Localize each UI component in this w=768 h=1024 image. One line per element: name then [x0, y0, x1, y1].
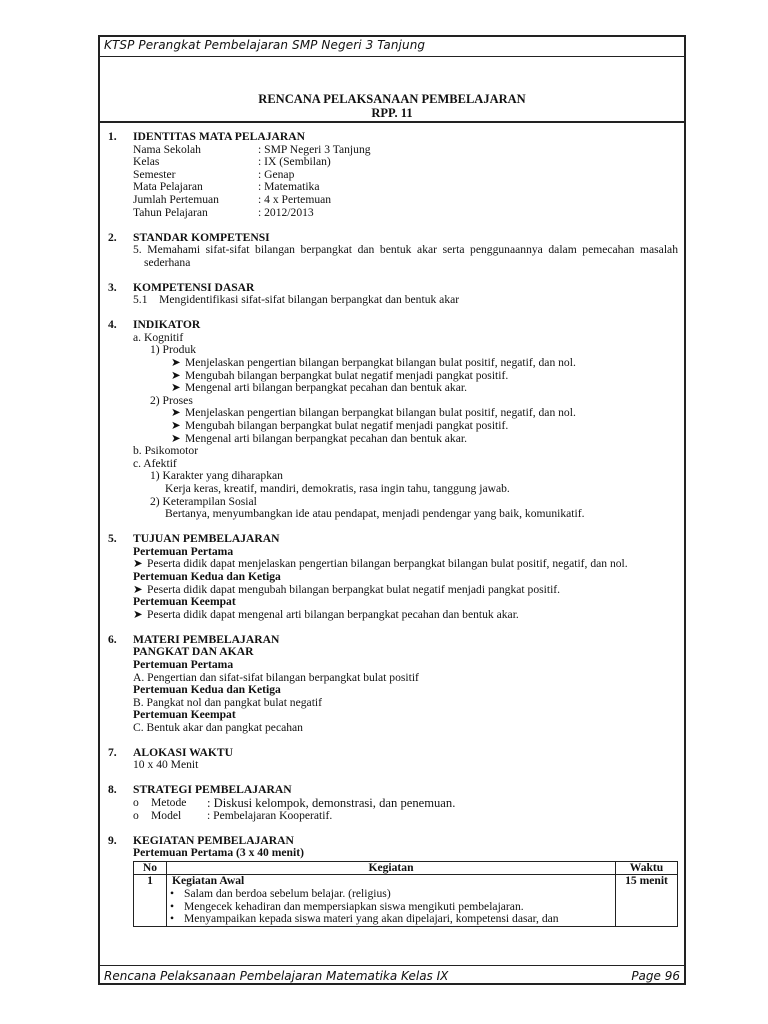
indicator-karakter-text: Kerja keras, kreatif, mandiri, demokratis, rasa ingin tahu, tanggung jawab.: [165, 482, 510, 496]
row-number: 1: [134, 875, 167, 926]
list-item: • Mengecek kehadiran dan mempersiapkan siswa mengikuti pembelajaran.: [170, 901, 612, 914]
section-kompetensi-dasar: [108, 282, 678, 307]
indicator-proses: 2) Proses: [150, 393, 193, 407]
strategy-row: [133, 810, 678, 823]
identity-table: [133, 144, 678, 220]
section-number: 8.: [108, 783, 117, 797]
identity-value: : 2012/2013: [258, 205, 314, 219]
indicator-item-text: Menjelaskan pengertian bilangan berpangkat bilangan bulat positif, negatif, dan nol.: [185, 356, 576, 370]
indicator-produk: 1) Produk: [150, 343, 197, 357]
indicator-item: [133, 382, 678, 395]
identity-label: Semester: [133, 167, 176, 181]
footer-rule: [98, 965, 686, 966]
row-time: 15 menit: [616, 875, 678, 926]
identity-value: : Genap: [258, 167, 295, 181]
indicator-sosial-text: Bertanya, menyumbangkan ide atau pendapat, menjadi pendengar yang baik, komunikatif.: [165, 507, 585, 521]
meeting-title: Pertemuan Keempat: [133, 708, 236, 722]
section-standar-kompetensi: [108, 232, 678, 270]
arrow-bullet-icon: ➤: [133, 557, 143, 571]
column-header-no: No: [134, 861, 167, 875]
section-strategi: [108, 784, 678, 822]
table-row: [134, 875, 678, 926]
document-subtitle: RPP. 11: [371, 106, 413, 120]
indicator-karakter: 1) Karakter yang diharapkan: [150, 469, 283, 483]
section-number: 9.: [108, 833, 117, 847]
indicator-item-text: Mengubah bilangan berpangkat bulat negatif menjadi pangkat positif.: [185, 368, 509, 382]
section-heading: ALOKASI WAKTU: [133, 745, 233, 759]
section-identitas: [108, 131, 678, 219]
circle-bullet-icon: o: [133, 796, 139, 810]
activity-title: Kegiatan Awal: [172, 874, 245, 888]
materi-item: A. Pengertian dan sifat-sifat bilangan berpangkat bulat positif: [133, 670, 419, 684]
section-heading: KEGIATAN PEMBELAJARAN: [133, 833, 294, 847]
meeting-title: Pertemuan Pertama: [133, 544, 234, 558]
materi-item: C. Bentuk akar dan pangkat pecahan: [133, 720, 303, 734]
running-header: KTSP Perangkat Pembelajaran SMP Negeri 3 Tanjung: [104, 38, 426, 52]
section-heading: STANDAR KOMPETENSI: [133, 230, 270, 244]
footer-title: Rencana Pelaksanaan Pembelajaran Matematika Kelas IX: [104, 969, 449, 983]
table-header-row: [134, 861, 678, 875]
list-item: • Menyampaikan kepada siswa materi yang akan dipelajari, kompetensi dasar, dan: [170, 913, 612, 926]
sk-text: 5. Memahami sifat-sifat bilangan berpangkat dan bentuk akar serta penggunaannya dalam pemecahan masalah sederhana: [133, 243, 678, 269]
arrow-bullet-icon: ➤: [171, 368, 181, 382]
section-number: 5.: [108, 532, 117, 546]
indicator-item-text: Mengenal arti bilangan berpangkat pecahan dan bentuk akar.: [185, 431, 467, 445]
section-number: 7.: [108, 745, 117, 759]
column-header-kegiatan: Kegiatan: [167, 861, 616, 875]
section-heading: STRATEGI PEMBELAJARAN: [133, 783, 292, 797]
title-rule: [98, 121, 686, 123]
page-number: Page 96: [631, 969, 680, 983]
section-heading: INDIKATOR: [133, 318, 201, 332]
identity-row: [133, 169, 678, 182]
indicator-item-text: Menjelaskan pengertian bilangan berpangkat bilangan bulat positif, negatif, dan nol.: [185, 406, 576, 420]
section-materi: [108, 634, 678, 735]
identity-label: Mata Pelajaran: [133, 180, 203, 194]
arrow-bullet-icon: ➤: [171, 356, 181, 370]
header-rule: [98, 56, 686, 57]
alokasi-text: 10 x 40 Menit: [133, 758, 199, 772]
indicator-item-text: Mengubah bilangan berpangkat bulat negatif menjadi pangkat positif.: [185, 419, 509, 433]
objective-text: Peserta didik dapat mengenal arti bilangan berpangkat pecahan dan bentuk akar.: [147, 607, 519, 621]
meeting-title: Pertemuan Kedua dan Ketiga: [133, 683, 281, 697]
objective-text: Peserta didik dapat menjelaskan pengertian bilangan berpangkat bilangan bulat positif, negatif, dan nol.: [147, 557, 628, 571]
identity-label: Kelas: [133, 155, 160, 169]
section-number: 2.: [108, 230, 117, 244]
activity-list: [170, 888, 612, 926]
meeting-title: Pertemuan Keempat: [133, 595, 236, 609]
materi-topic: PANGKAT DAN AKAR: [133, 645, 254, 659]
meeting-title: Pertemuan Kedua dan Ketiga: [133, 569, 281, 583]
identity-value: : Matematika: [258, 180, 320, 194]
identity-label: Nama Sekolah: [133, 142, 201, 156]
identity-row: [133, 144, 678, 157]
section-alokasi: [108, 747, 678, 772]
identity-label: Jumlah Pertemuan: [133, 192, 219, 206]
section-heading: IDENTITAS MATA PELAJARAN: [133, 130, 305, 143]
indicator-afektif: c. Afektif: [133, 456, 177, 470]
arrow-bullet-icon: ➤: [171, 406, 181, 420]
identity-label: Tahun Pelajaran: [133, 205, 208, 219]
document-body: [108, 131, 678, 927]
indicator-psikomotor: b. Psikomotor: [133, 444, 199, 458]
arrow-bullet-icon: ➤: [171, 419, 181, 433]
kd-text: 5.1 Mengidentifikasi sifat-sifat bilangan berpangkat dan bentuk akar: [133, 293, 460, 307]
circle-bullet-icon: o: [133, 808, 139, 822]
identity-row: [133, 207, 678, 220]
identity-row: [133, 194, 678, 207]
identity-row: [133, 156, 678, 169]
activity-table: [133, 861, 678, 927]
section-kegiatan: [108, 835, 678, 927]
indicator-sosial: 2) Keterampilan Sosial: [150, 494, 257, 508]
section-number: 3.: [108, 280, 117, 294]
strategy-label: Metode: [151, 796, 187, 810]
arrow-bullet-icon: ➤: [171, 381, 181, 395]
meeting-title: Pertemuan Pertama: [133, 657, 234, 671]
section-heading: KOMPETENSI DASAR: [133, 280, 255, 294]
section-heading: MATERI PEMBELAJARAN: [133, 632, 280, 646]
strategy-value: : Diskusi kelompok, demonstrasi, dan penemuan.: [207, 796, 456, 811]
strategy-row: [133, 797, 678, 810]
meeting-title: Pertemuan Pertama (3 x 40 menit): [133, 846, 304, 860]
section-indikator: [108, 319, 678, 521]
indicator-kognitif: a. Kognitif: [133, 330, 184, 344]
list-item: • Salam dan berdoa sebelum belajar. (religius): [170, 888, 612, 901]
section-heading: TUJUAN PEMBELAJARAN: [133, 532, 280, 546]
indicator-item: [133, 433, 678, 446]
indicator-item-text: Mengenal arti bilangan berpangkat pecahan dan bentuk akar.: [185, 381, 467, 395]
strategy-value: : Pembelajaran Kooperatif.: [207, 808, 333, 822]
section-number: 6.: [108, 632, 117, 646]
section-tujuan: [108, 533, 678, 621]
objective-text: Peserta didik dapat mengubah bilangan berpangkat bulat negatif menjadi pangkat positif.: [147, 582, 561, 596]
objective-item: [133, 609, 678, 622]
identity-value: : 4 x Pertemuan: [258, 192, 332, 206]
identity-value: : IX (Sembilan): [258, 155, 331, 169]
strategy-label: Model: [151, 808, 182, 822]
arrow-bullet-icon: ➤: [171, 431, 181, 445]
row-activity: [167, 875, 616, 926]
document-title: RENCANA PELAKSANAAN PEMBELAJARAN: [258, 92, 526, 106]
arrow-bullet-icon: ➤: [133, 582, 143, 596]
identity-value: : SMP Negeri 3 Tanjung: [258, 142, 371, 156]
column-header-waktu: Waktu: [616, 861, 678, 875]
section-number: 4.: [108, 318, 117, 332]
section-number: 1.: [108, 130, 117, 143]
materi-item: B. Pangkat nol dan pangkat bulat negatif: [133, 695, 322, 709]
arrow-bullet-icon: ➤: [133, 607, 143, 621]
